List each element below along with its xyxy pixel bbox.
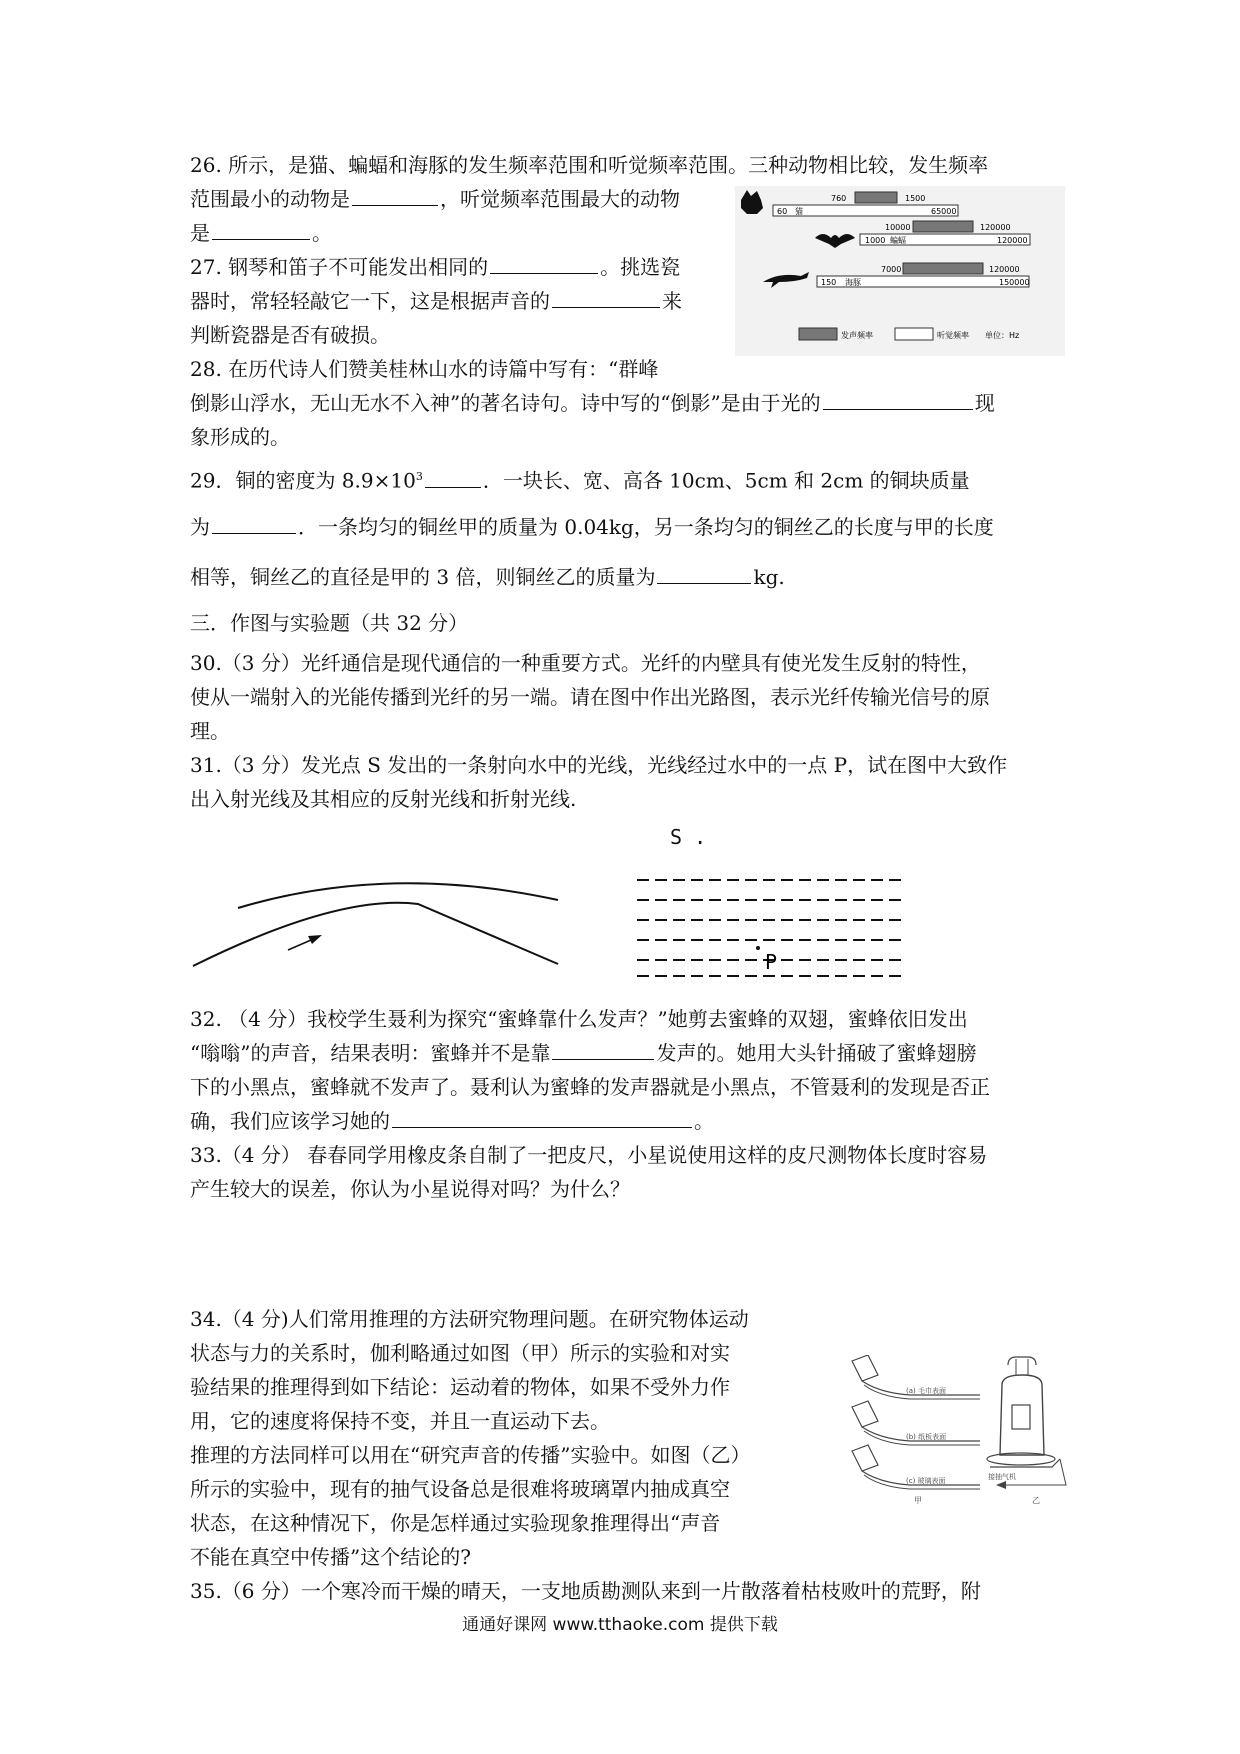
legend-hear-swatch (895, 328, 933, 340)
legend-unit-label: 单位：Hz (985, 331, 1020, 340)
q34-line-4: 用，它的速度将保持不变，并且一直运动下去。 (190, 1409, 610, 1433)
frequency-range-figure (735, 186, 1065, 356)
q29-line-1 (190, 464, 970, 494)
q28-line-1: 28. 在历代诗人们赞美桂林山水的诗篇中写有：“群峰 (190, 357, 659, 381)
q27-line-1 (190, 254, 680, 280)
dolphin-h2: 120000 (989, 265, 1020, 274)
q32-line-2 (190, 1040, 976, 1066)
bat-name: 蝙蝠 (890, 236, 906, 245)
q29-text-e: 相等，铜丝乙的直径是甲的 3 倍，则铜丝乙的质量为 (190, 565, 656, 589)
dolphin-name: 海豚 (845, 278, 861, 287)
q32-blank-1[interactable] (552, 1041, 654, 1060)
source-s-label: S . (670, 825, 707, 849)
q26-line-2 (190, 186, 680, 212)
dolphin-left: 150 (821, 278, 837, 287)
bat-left: 1000 (865, 236, 886, 245)
q26-text-b: ，听觉频率范围最大的动物 (440, 187, 680, 211)
label-jia: 甲 (914, 1496, 922, 1505)
q29-text-c: 为 (190, 515, 210, 539)
q31-line-1: 31.（3 分）发光点 S 发出的一条射向水中的光线，光线经过水中的一点 P，试在图中大致作 (190, 753, 1008, 777)
label-pump: 接抽气机 (988, 1473, 1016, 1481)
q28-text-a: 倒影山浮水，无山无水不入神”的著名诗句。诗中写的“倒影”是由于光的 (190, 391, 821, 415)
q30-line-3: 理。 (190, 719, 230, 743)
q32-text-d: 。 (694, 1109, 714, 1133)
q29-line-3 (190, 564, 785, 590)
q29-blank-1[interactable] (425, 469, 481, 488)
q28-line-2 (190, 390, 995, 416)
q34-line-2: 状态与力的关系时，伽利略通过如图（甲）所示的实验和对实 (190, 1341, 730, 1365)
q34-line-7: 状态，在这种情况下，你是怎样通过实验现象推理得出“声音 (190, 1511, 721, 1535)
page-footer: 通通好课网 www.tthaoke.com 提供下载 (462, 1615, 778, 1635)
legend-emit-swatch (799, 328, 837, 340)
q29-blank-3[interactable] (657, 565, 751, 584)
q32-text-a: “嗡嗡”的声音，结果表明：蜜蜂并不是靠 (190, 1041, 551, 1065)
q29-text-b: ．一块长、宽、高各 10cm、5cm 和 2cm 的铜块质量 (482, 468, 970, 493)
galileo-bell-jar-figure (840, 1355, 1080, 1510)
bat-h2: 120000 (980, 223, 1011, 232)
cat-right: 65000 (931, 207, 957, 216)
optical-fiber-figure (188, 858, 568, 978)
q26-line-3 (190, 220, 332, 246)
q34-line-3: 验结果的推理得到如下结论：运动着的物体，如果不受外力作 (190, 1375, 730, 1399)
label-b: (b) 纸板表面 (906, 1433, 947, 1441)
point-p-label: P (765, 950, 778, 974)
q27-blank-1[interactable] (490, 255, 598, 274)
q29-text-d: ．一条均匀的铜丝甲的质量为 0.04kg，另一条均匀的铜丝乙的长度与甲的长度 (298, 515, 994, 539)
label-c: (c) 玻璃表面 (906, 1477, 946, 1485)
q30-line-1: 30.（3 分）光纤通信是现代通信的一种重要方式。光纤的内壁具有使光发生反射的特性， (190, 651, 981, 675)
q26-blank-1[interactable] (352, 187, 438, 206)
label-yi: 乙 (1032, 1496, 1040, 1505)
q26-line-1: 26. 所示，是猫、蝙蝠和海豚的发生频率范围和听觉频率范围。三种动物相比较，发生频率 (190, 153, 989, 177)
dolphin-right: 150000 (999, 278, 1030, 287)
q28-line-3: 象形成的。 (190, 425, 290, 449)
dolphin-h1: 7000 (881, 265, 902, 274)
legend-emit-label: 发声频率 (841, 331, 873, 340)
q30-line-2: 使从一端射入的光能传播到光纤的另一端。请在图中作出光路图，表示光纤传输光信号的原 (190, 685, 990, 709)
q27-line-3: 判断瓷器是否有破损。 (190, 323, 390, 347)
cat-left: 60 (777, 207, 788, 216)
arrow-icon (308, 935, 322, 944)
fiber-upper-wall (238, 883, 558, 908)
q26-blank-2[interactable] (212, 221, 310, 240)
cat-name: 猫 (795, 207, 803, 216)
q27-text-b: 。挑选瓷 (600, 255, 681, 279)
q27-text-d: 来 (662, 289, 682, 313)
cat-h1: 760 (831, 194, 847, 203)
label-a: (a) 毛巾表面 (906, 1387, 946, 1395)
q27-blank-2[interactable] (552, 289, 660, 308)
q34-line-1: 34.（4 分)人们常用推理的方法研究物理问题。在研究物体运动 (190, 1307, 749, 1331)
q34-line-8: 不能在真空中传播”这个结论的? (190, 1545, 471, 1569)
q28-text-b: 现 (974, 391, 995, 415)
section-3-heading: 三．作图与实验题（共 32 分） (190, 611, 469, 635)
q32-text-c: 确，我们应该学习她的 (190, 1109, 390, 1133)
q31-line-2: 出入射光线及其相应的反射光线和折射光线. (190, 787, 577, 811)
point-p-dot (756, 946, 760, 950)
fiber-lower-wall (193, 903, 558, 966)
water-surface-figure (635, 870, 905, 980)
q32-line-1: 32. （4 分）我校学生聂利为探究“蜜蜂靠什么发声？”她剪去蜜蜂的双翅，蜜蜂依旧发出 (190, 1007, 968, 1031)
q29-blank-2[interactable] (212, 515, 296, 534)
q29-text-a: 29．铜的密度为 8.9×10 (190, 468, 416, 493)
q29-text-f: kg. (753, 565, 785, 589)
q32-text-b: 发声的。她用大头针捅破了蜜蜂翅膀 (656, 1041, 977, 1065)
q33-line-2: 产生较大的误差，你认为小星说得对吗？为什么？ (190, 1177, 630, 1201)
bat-right: 120000 (997, 236, 1028, 245)
q26-text-c: 是 (190, 221, 210, 245)
q29-line-2 (190, 514, 994, 540)
cat-emit-bar (855, 192, 897, 203)
bell-jar-icon (987, 1357, 1066, 1489)
q26-text-d: 。 (312, 221, 332, 245)
legend-hear-label: 听觉频率 (937, 331, 969, 340)
dolphin-emit-bar (903, 263, 983, 274)
q29-exponent: 3 (415, 470, 423, 483)
q27-text-c: 器时，常轻轻敲它一下，这是根据声音的 (190, 289, 550, 313)
q27-text-a: 27. 钢琴和笛子不可能发出相同的 (190, 255, 489, 279)
bat-h1: 10000 (885, 223, 911, 232)
q28-blank[interactable] (823, 391, 973, 410)
q32-line-3: 下的小黑点，蜜蜂就不发声了。聂利认为蜜蜂的发声器就是小黑点，不管聂利的发现是否正 (190, 1075, 990, 1099)
q35-line-1: 35.（6 分）一个寒冷而干燥的晴天，一支地质勘测队来到一片散落着枯枝败叶的荒野，附 (190, 1579, 981, 1603)
q33-line-1: 33.（4 分） 春春同学用橡皮条自制了一把皮尺，小星说使用这样的皮尺测物体长度时容易 (190, 1143, 988, 1167)
q32-blank-2[interactable] (392, 1109, 692, 1128)
q27-line-2 (190, 288, 682, 314)
q26-text: 范围最小的动物是 (190, 187, 350, 211)
bat-emit-bar (913, 221, 973, 232)
q32-line-4 (190, 1108, 714, 1134)
cat-h2: 1500 (905, 194, 926, 203)
q34-line-5: 推理的方法同样可以用在“研究声音的传播”实验中。如图（乙） (190, 1443, 751, 1467)
q34-line-6: 所示的实验中，现有的抽气设备总是很难将玻璃罩内抽成真空 (190, 1477, 730, 1501)
